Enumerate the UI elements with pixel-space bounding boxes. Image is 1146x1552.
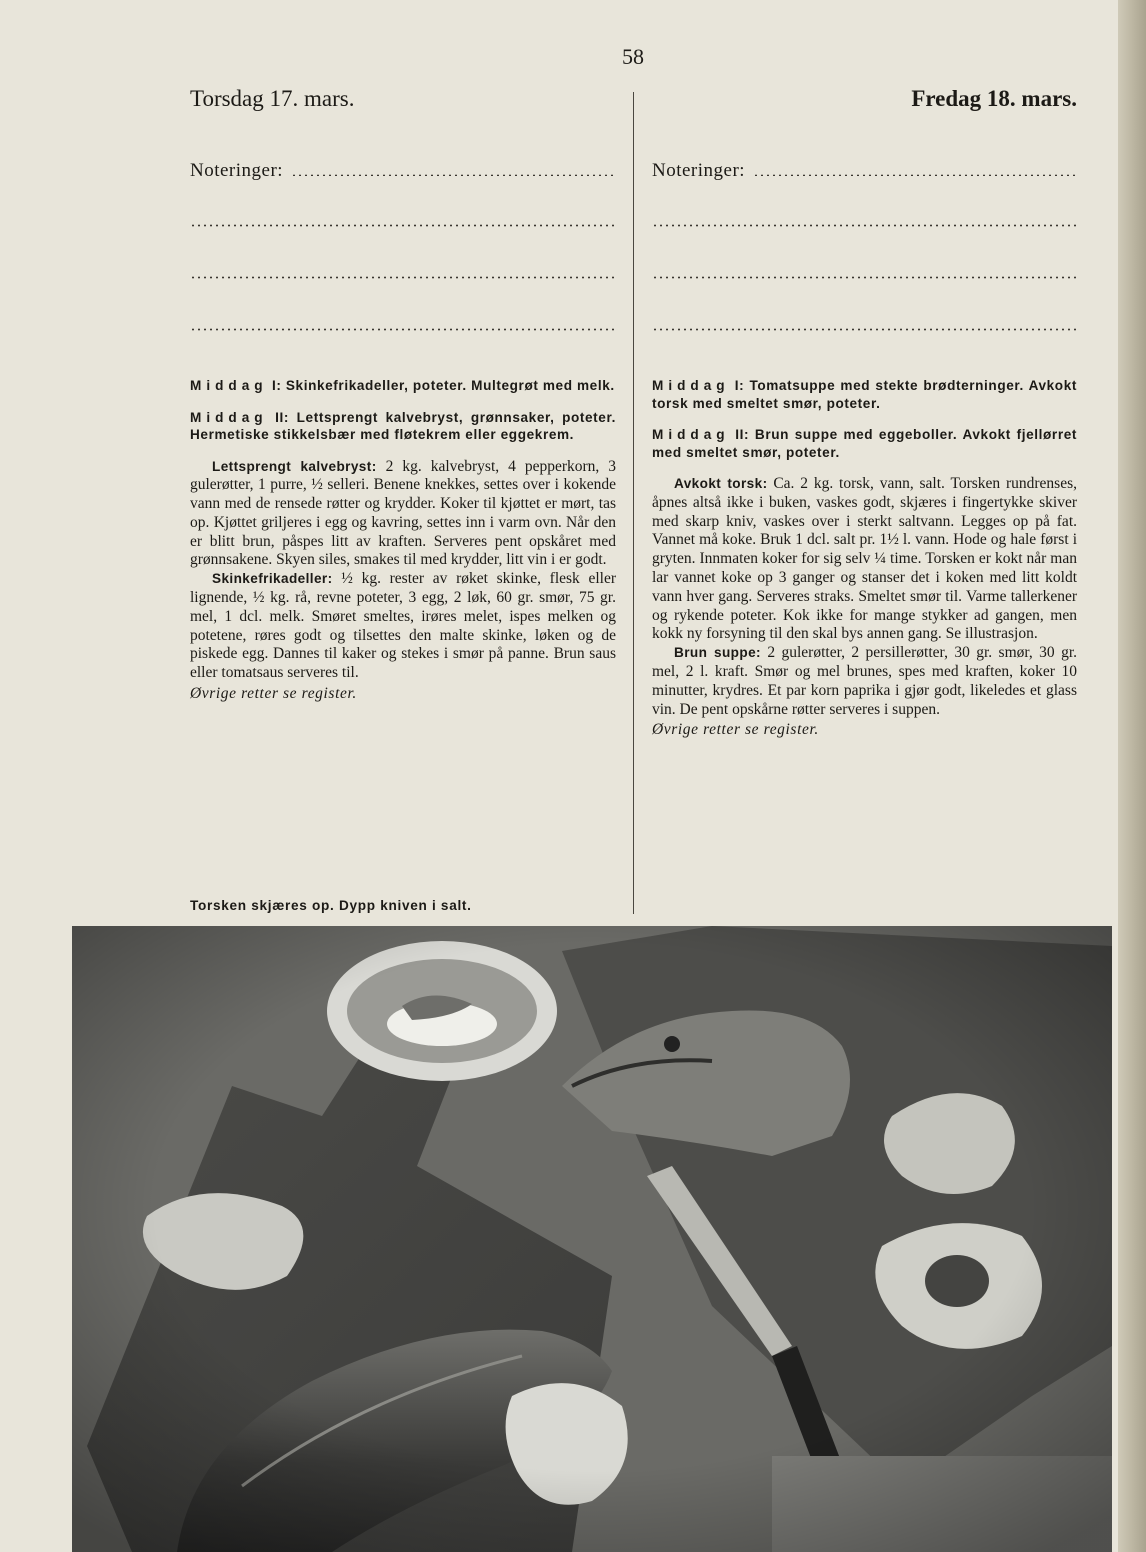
notes-row: [190, 160, 616, 186]
notes-dotted-line: [291, 174, 616, 176]
notes-dotted-line: [753, 174, 1077, 176]
notes-dotted-line: [652, 276, 1077, 279]
menu-2: Middag II: Brun suppe med eggeboller. Avkokt fjellørret med smeltet smør, poteter.: [652, 427, 1077, 460]
notes-dotted-line: [190, 276, 616, 279]
notes-label: Noteringer:: [190, 160, 284, 181]
page-number: 58: [622, 44, 644, 69]
notes-dotted-line: [190, 224, 616, 227]
notes-row: [652, 160, 1077, 186]
book-spine: [1118, 0, 1146, 1552]
notes-dotted-line: [190, 328, 616, 331]
recipe-brun-suppe: Brun suppe: 2 gulerøtter, 2 persillerøtter, 30 gr. smør, 30 gr. mel, 2 l. kraft. Smør og mel brunes, spes med kraften, koker 10 minutter, krydres. Et par korn paprika i gjør godt, likeledes et glass vin. De pent opskårne røtter serveres i suppen.: [652, 644, 1077, 718]
day-title: Torsdag 17. mars.: [190, 86, 355, 111]
notes-label: Noteringer:: [652, 160, 746, 181]
menu-1: Middag I: Skinkefrikadeller, poteter. Multegrøt med melk.: [190, 378, 615, 393]
other-dishes-note: Øvrige retter se register.: [190, 685, 357, 703]
cod-photo-illustration: [72, 926, 1112, 1552]
day-content: [190, 377, 616, 704]
photo-caption: Torsken skjæres op. Dypp kniven i salt.: [190, 898, 472, 913]
menu-1: Middag I: Tomatsuppe med stekte brødterninger. Avkokt torsk med smeltet smør, poteter.: [652, 378, 1077, 411]
other-dishes-note: Øvrige retter se register.: [652, 721, 819, 739]
recipe-skinkefrikadeller: Skinkefrikadeller: ½ kg. rester av røket skinke, flesk eller lignende, ½ kg. rå, revne poteter, 3 egg, 2 løk, 60 gr. smør, 75 gr. mel, 1 dcl. melk. Smøret smeltes, irøres melet, ispes melken og potetene, røres godt og tilsettes den malte skinke, løken og de piskede egg. Dannes til kaker og stekes i smør på panne. Brun saus eller tomatsaus serveres til.: [190, 570, 617, 682]
column-divider: [633, 92, 634, 914]
day-title: Fredag 18. mars.: [911, 86, 1077, 111]
notes-dotted-line: [652, 328, 1077, 331]
recipe-kalvebryst: Lettsprengt kalvebryst: 2 kg. kalvebryst, 4 pepperkorn, 3 gulerøtter, 1 purre, ½ selleri. Benene knekkes, settes over i kokende vann med de rensede røtter og krydder. Koker til kjøttet er mørt, tas op. Kjøttet griljeres i egg og kavring, settes inn i varm ovn. Når den er blitt brun, påspes litt av kraften. Serveres pent opskåret med grønnsakene. Skyen siles, smakes til med krydder, litt vin i er godt.: [190, 457, 617, 569]
menu-2: Middag II: Lettsprengt kalvebryst, grønnsaker, poteter. Hermetiske stikkelsbær med fløtekrem eller eggekrem.: [190, 409, 616, 442]
cod-photo: [72, 926, 1112, 1552]
day-content: [652, 377, 1077, 740]
notes-dotted-line: [652, 224, 1077, 227]
recipe-avkokt-torsk: Avkokt torsk: Ca. 2 kg. torsk, vann, salt. Torsken rundrenses, åpnes altså ikke i buken, vaskes godt, skjæres i fingertykke skiver med skarp kniv, vaskes over i sterkt saltvann. Legges op på fat. Vannet må koke. Bruk 1 dcl. salt pr. 1½ l. vann. Hode og hale først i gryten. Innmaten koker for sig selv ¼ time. Torsken er kokt når man lar vannet koke op 3 ganger og stanser det i koken med litt koldt vann hver gang. Serveres straks. Smeltet smør til. Varme tallerkener og rykende poteter. Kok ikke for mange stykker ad gangen, men kokk ny forsyning til den skal bys annen gang. Se illustrasjon.: [652, 475, 1078, 643]
